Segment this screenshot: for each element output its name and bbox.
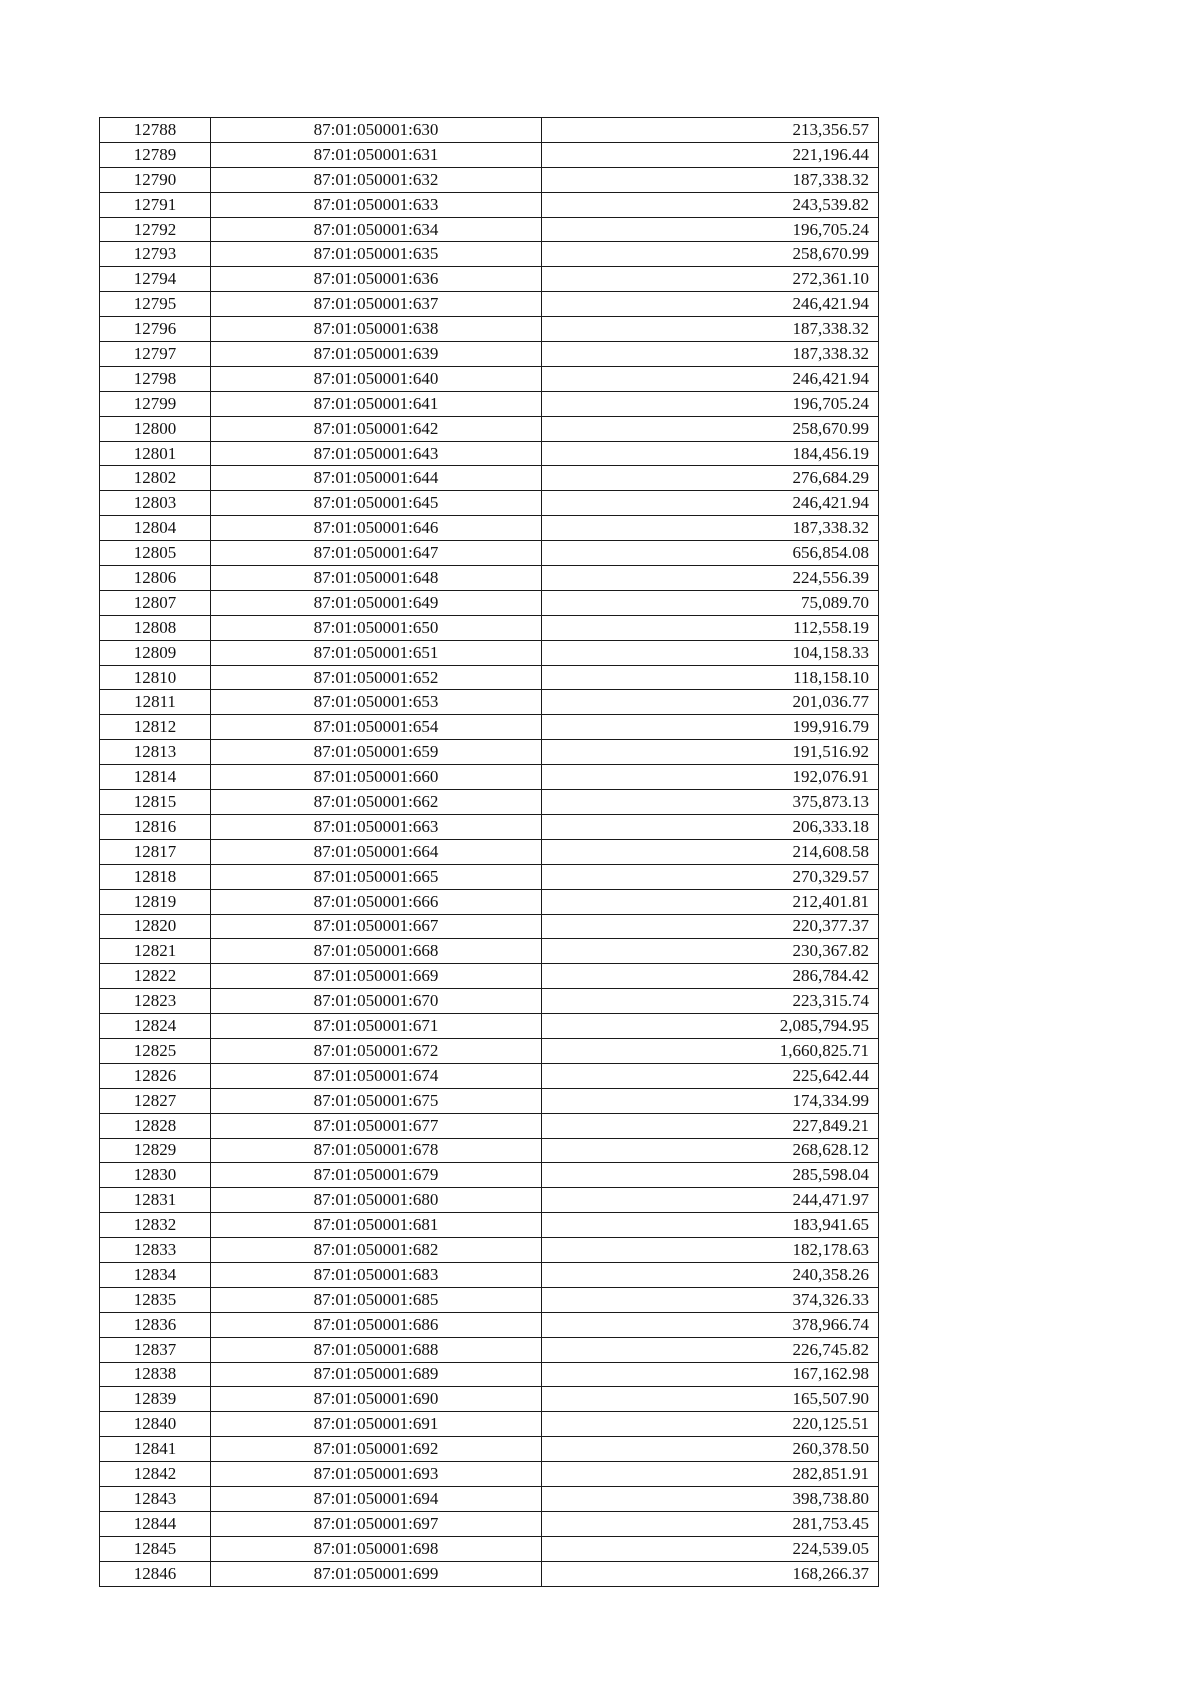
row-number-cell: 12812 [100,715,211,740]
row-number-cell: 12806 [100,566,211,591]
row-number-cell: 12836 [100,1312,211,1337]
value-cell: 220,125.51 [542,1412,879,1437]
value-cell: 196,705.24 [542,217,879,242]
row-number-cell: 12819 [100,889,211,914]
row-number-cell: 12797 [100,342,211,367]
row-number-cell: 12803 [100,491,211,516]
value-cell: 224,556.39 [542,566,879,591]
cadastral-number-cell: 87:01:050001:660 [211,765,542,790]
value-cell: 184,456.19 [542,441,879,466]
table-row [100,1238,879,1263]
cadastral-number-cell: 87:01:050001:630 [211,118,542,143]
table-row [100,1088,879,1113]
table-row [100,1511,879,1536]
value-cell: 656,854.08 [542,541,879,566]
table-row [100,1412,879,1437]
cadastral-number-cell: 87:01:050001:645 [211,491,542,516]
table-row [100,1337,879,1362]
cadastral-number-cell: 87:01:050001:691 [211,1412,542,1437]
table-row [100,889,879,914]
cadastral-number-cell: 87:01:050001:646 [211,516,542,541]
cadastral-number-cell: 87:01:050001:651 [211,640,542,665]
row-number-cell: 12825 [100,1038,211,1063]
table-row [100,964,879,989]
table-row [100,814,879,839]
table-row [100,590,879,615]
row-number-cell: 12830 [100,1163,211,1188]
value-cell: 375,873.13 [542,790,879,815]
value-cell: 260,378.50 [542,1437,879,1462]
cadastral-number-cell: 87:01:050001:653 [211,690,542,715]
cadastral-number-cell: 87:01:050001:637 [211,292,542,317]
table-row [100,1038,879,1063]
value-cell: 213,356.57 [542,118,879,143]
value-cell: 212,401.81 [542,889,879,914]
value-cell: 272,361.10 [542,267,879,292]
cadastral-number-cell: 87:01:050001:692 [211,1437,542,1462]
row-number-cell: 12788 [100,118,211,143]
row-number-cell: 12791 [100,192,211,217]
row-number-cell: 12793 [100,242,211,267]
row-number-cell: 12796 [100,317,211,342]
table-row [100,267,879,292]
row-number-cell: 12815 [100,790,211,815]
table-row [100,1561,879,1586]
cadastral-number-cell: 87:01:050001:664 [211,839,542,864]
cadastral-number-cell: 87:01:050001:683 [211,1262,542,1287]
row-number-cell: 12835 [100,1287,211,1312]
value-cell: 187,338.32 [542,167,879,192]
table-row [100,342,879,367]
table-row [100,1387,879,1412]
cadastral-number-cell: 87:01:050001:685 [211,1287,542,1312]
value-cell: 196,705.24 [542,391,879,416]
cadastral-number-cell: 87:01:050001:674 [211,1063,542,1088]
cadastral-number-cell: 87:01:050001:668 [211,939,542,964]
table-row [100,416,879,441]
value-cell: 374,326.33 [542,1287,879,1312]
table-row [100,516,879,541]
cadastral-value-table [99,117,879,1587]
cadastral-number-cell: 87:01:050001:688 [211,1337,542,1362]
row-number-cell: 12829 [100,1138,211,1163]
cadastral-number-cell: 87:01:050001:632 [211,167,542,192]
row-number-cell: 12811 [100,690,211,715]
value-cell: 187,338.32 [542,317,879,342]
cadastral-number-cell: 87:01:050001:638 [211,317,542,342]
value-cell: 214,608.58 [542,839,879,864]
row-number-cell: 12813 [100,740,211,765]
cadastral-number-cell: 87:01:050001:677 [211,1113,542,1138]
row-number-cell: 12800 [100,416,211,441]
cadastral-number-cell: 87:01:050001:640 [211,366,542,391]
value-cell: 230,367.82 [542,939,879,964]
row-number-cell: 12810 [100,665,211,690]
table-row [100,217,879,242]
value-cell: 226,745.82 [542,1337,879,1362]
value-cell: 258,670.99 [542,242,879,267]
value-cell: 2,085,794.95 [542,1014,879,1039]
cadastral-number-cell: 87:01:050001:690 [211,1387,542,1412]
table-row [100,1437,879,1462]
cadastral-number-cell: 87:01:050001:698 [211,1536,542,1561]
cadastral-number-cell: 87:01:050001:682 [211,1238,542,1263]
row-number-cell: 12838 [100,1362,211,1387]
table-row [100,715,879,740]
value-cell: 118,158.10 [542,665,879,690]
cadastral-number-cell: 87:01:050001:667 [211,914,542,939]
row-number-cell: 12805 [100,541,211,566]
table-row [100,1014,879,1039]
cadastral-number-cell: 87:01:050001:665 [211,864,542,889]
table-row [100,541,879,566]
value-cell: 268,628.12 [542,1138,879,1163]
row-number-cell: 12832 [100,1213,211,1238]
cadastral-number-cell: 87:01:050001:631 [211,142,542,167]
value-cell: 270,329.57 [542,864,879,889]
value-cell: 192,076.91 [542,765,879,790]
row-number-cell: 12837 [100,1337,211,1362]
value-cell: 223,315.74 [542,989,879,1014]
value-cell: 258,670.99 [542,416,879,441]
row-number-cell: 12794 [100,267,211,292]
row-number-cell: 12790 [100,167,211,192]
cadastral-number-cell: 87:01:050001:693 [211,1462,542,1487]
value-cell: 240,358.26 [542,1262,879,1287]
row-number-cell: 12826 [100,1063,211,1088]
value-cell: 75,089.70 [542,590,879,615]
row-number-cell: 12809 [100,640,211,665]
table-row [100,790,879,815]
row-number-cell: 12804 [100,516,211,541]
cadastral-number-cell: 87:01:050001:633 [211,192,542,217]
value-cell: 243,539.82 [542,192,879,217]
table-row [100,317,879,342]
row-number-cell: 12799 [100,391,211,416]
row-number-cell: 12840 [100,1412,211,1437]
row-number-cell: 12816 [100,814,211,839]
cadastral-number-cell: 87:01:050001:636 [211,267,542,292]
table-row [100,1113,879,1138]
cadastral-number-cell: 87:01:050001:663 [211,814,542,839]
table-row [100,1287,879,1312]
value-cell: 201,036.77 [542,690,879,715]
table-row [100,441,879,466]
value-cell: 227,849.21 [542,1113,879,1138]
table-row [100,566,879,591]
row-number-cell: 12792 [100,217,211,242]
table-row [100,839,879,864]
table-row [100,1138,879,1163]
row-number-cell: 12823 [100,989,211,1014]
table-row [100,1188,879,1213]
row-number-cell: 12827 [100,1088,211,1113]
value-cell: 221,196.44 [542,142,879,167]
row-number-cell: 12841 [100,1437,211,1462]
cadastral-number-cell: 87:01:050001:679 [211,1163,542,1188]
table-row [100,1163,879,1188]
cadastral-number-cell: 87:01:050001:672 [211,1038,542,1063]
value-cell: 281,753.45 [542,1511,879,1536]
value-cell: 112,558.19 [542,615,879,640]
table-row [100,1362,879,1387]
cadastral-number-cell: 87:01:050001:643 [211,441,542,466]
table-row [100,118,879,143]
row-number-cell: 12807 [100,590,211,615]
table-row [100,1536,879,1561]
row-number-cell: 12828 [100,1113,211,1138]
table-row [100,167,879,192]
table-row [100,1486,879,1511]
table-row [100,1312,879,1337]
table-row [100,864,879,889]
table-row [100,466,879,491]
table-body [100,118,879,1587]
value-cell: 174,334.99 [542,1088,879,1113]
cadastral-number-cell: 87:01:050001:694 [211,1486,542,1511]
row-number-cell: 12818 [100,864,211,889]
row-number-cell: 12801 [100,441,211,466]
table-row [100,292,879,317]
cadastral-number-cell: 87:01:050001:689 [211,1362,542,1387]
row-number-cell: 12844 [100,1511,211,1536]
row-number-cell: 12817 [100,839,211,864]
value-cell: 378,966.74 [542,1312,879,1337]
table-row [100,1462,879,1487]
value-cell: 182,178.63 [542,1238,879,1263]
value-cell: 206,333.18 [542,814,879,839]
value-cell: 191,516.92 [542,740,879,765]
value-cell: 286,784.42 [542,964,879,989]
table-row [100,192,879,217]
table-row [100,142,879,167]
row-number-cell: 12798 [100,366,211,391]
row-number-cell: 12824 [100,1014,211,1039]
value-cell: 282,851.91 [542,1462,879,1487]
cadastral-number-cell: 87:01:050001:670 [211,989,542,1014]
cadastral-number-cell: 87:01:050001:686 [211,1312,542,1337]
value-cell: 224,539.05 [542,1536,879,1561]
table-row [100,1063,879,1088]
table-row [100,989,879,1014]
row-number-cell: 12839 [100,1387,211,1412]
cadastral-number-cell: 87:01:050001:662 [211,790,542,815]
cadastral-number-cell: 87:01:050001:647 [211,541,542,566]
table-row [100,640,879,665]
value-cell: 1,660,825.71 [542,1038,879,1063]
value-cell: 168,266.37 [542,1561,879,1586]
cadastral-number-cell: 87:01:050001:680 [211,1188,542,1213]
value-cell: 276,684.29 [542,466,879,491]
value-cell: 225,642.44 [542,1063,879,1088]
table-row [100,366,879,391]
value-cell: 165,507.90 [542,1387,879,1412]
row-number-cell: 12814 [100,765,211,790]
value-cell: 167,162.98 [542,1362,879,1387]
table-row [100,665,879,690]
value-cell: 244,471.97 [542,1188,879,1213]
cadastral-number-cell: 87:01:050001:671 [211,1014,542,1039]
cadastral-number-cell: 87:01:050001:634 [211,217,542,242]
cadastral-number-cell: 87:01:050001:649 [211,590,542,615]
table-row [100,914,879,939]
cadastral-number-cell: 87:01:050001:699 [211,1561,542,1586]
table-row [100,690,879,715]
cadastral-number-cell: 87:01:050001:642 [211,416,542,441]
cadastral-number-cell: 87:01:050001:669 [211,964,542,989]
row-number-cell: 12795 [100,292,211,317]
row-number-cell: 12821 [100,939,211,964]
table-row [100,615,879,640]
table-row [100,242,879,267]
cadastral-number-cell: 87:01:050001:697 [211,1511,542,1536]
row-number-cell: 12808 [100,615,211,640]
row-number-cell: 12802 [100,466,211,491]
cadastral-number-cell: 87:01:050001:652 [211,665,542,690]
table-row [100,1213,879,1238]
cadastral-number-cell: 87:01:050001:650 [211,615,542,640]
table-row [100,740,879,765]
cadastral-number-cell: 87:01:050001:654 [211,715,542,740]
row-number-cell: 12822 [100,964,211,989]
value-cell: 398,738.80 [542,1486,879,1511]
row-number-cell: 12833 [100,1238,211,1263]
row-number-cell: 12845 [100,1536,211,1561]
cadastral-number-cell: 87:01:050001:648 [211,566,542,591]
row-number-cell: 12843 [100,1486,211,1511]
value-cell: 285,598.04 [542,1163,879,1188]
cadastral-number-cell: 87:01:050001:675 [211,1088,542,1113]
value-cell: 246,421.94 [542,491,879,516]
cadastral-number-cell: 87:01:050001:681 [211,1213,542,1238]
value-cell: 104,158.33 [542,640,879,665]
row-number-cell: 12842 [100,1462,211,1487]
row-number-cell: 12846 [100,1561,211,1586]
table-row [100,939,879,964]
cadastral-number-cell: 87:01:050001:635 [211,242,542,267]
value-cell: 246,421.94 [542,292,879,317]
cadastral-number-cell: 87:01:050001:644 [211,466,542,491]
row-number-cell: 12834 [100,1262,211,1287]
value-cell: 199,916.79 [542,715,879,740]
value-cell: 187,338.32 [542,342,879,367]
cadastral-number-cell: 87:01:050001:666 [211,889,542,914]
cadastral-number-cell: 87:01:050001:678 [211,1138,542,1163]
value-cell: 246,421.94 [542,366,879,391]
cadastral-number-cell: 87:01:050001:641 [211,391,542,416]
table-row [100,1262,879,1287]
cadastral-number-cell: 87:01:050001:659 [211,740,542,765]
cadastral-number-cell: 87:01:050001:639 [211,342,542,367]
table-row [100,391,879,416]
value-cell: 220,377.37 [542,914,879,939]
row-number-cell: 12789 [100,142,211,167]
value-cell: 183,941.65 [542,1213,879,1238]
table-row [100,491,879,516]
table-row [100,765,879,790]
value-cell: 187,338.32 [542,516,879,541]
row-number-cell: 12820 [100,914,211,939]
row-number-cell: 12831 [100,1188,211,1213]
